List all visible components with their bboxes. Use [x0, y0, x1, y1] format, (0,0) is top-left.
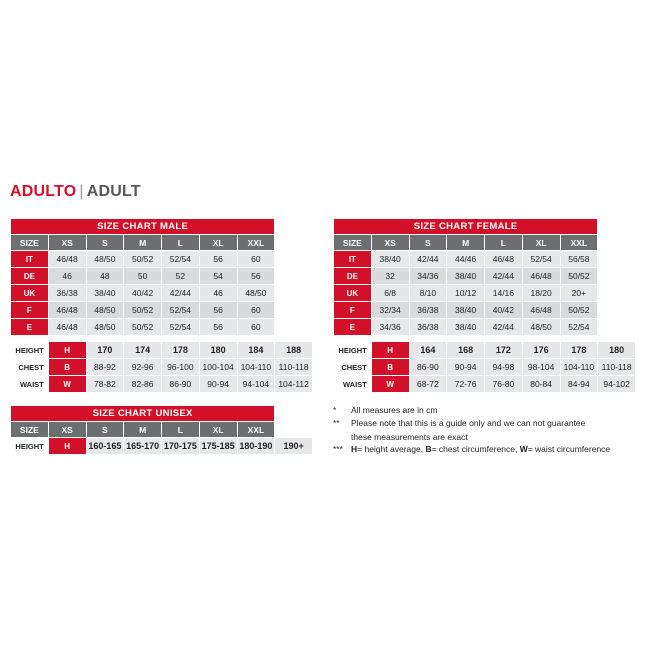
table-cell: 60 [237, 302, 275, 319]
page-title [10, 183, 141, 201]
table-header-row [11, 422, 313, 438]
measure-cell: 110-118 [275, 359, 313, 376]
column-header-l: L [162, 422, 200, 438]
table-cell: 46/48 [522, 302, 560, 319]
measure-label-chest: CHEST [334, 359, 372, 376]
note-item [333, 404, 641, 416]
column-header-xl: XL [199, 235, 237, 251]
table-cell: 50/52 [124, 302, 162, 319]
table-cell: 50 [124, 268, 162, 285]
note-text: H= height average, B= chest circumference, W= waist circumference [351, 443, 611, 454]
measure-cell: 170 [86, 342, 124, 359]
measure-label-height: HEIGHT [11, 342, 49, 359]
column-header-m: M [447, 235, 485, 251]
table-row [334, 285, 636, 302]
table-cell: 14/16 [485, 285, 523, 302]
measure-cell: 180-190 [237, 438, 275, 455]
column-header-xxl: XXL [237, 422, 275, 438]
table-cell: 56/58 [560, 251, 598, 268]
table-cell: 18/20 [522, 285, 560, 302]
note-marker: *** [333, 443, 343, 454]
table-row [334, 302, 636, 319]
measure-tag-b: B [371, 359, 409, 376]
row-label-it: IT [11, 251, 49, 268]
table-cell: 52/54 [162, 251, 200, 268]
measure-row [334, 342, 636, 359]
measure-cell: 178 [162, 342, 200, 359]
measure-cell: 94-104 [237, 376, 275, 393]
measure-cell: 180 [598, 342, 636, 359]
table-cell: 48 [86, 268, 124, 285]
table-cell: 40/42 [124, 285, 162, 302]
measure-cell: 178 [560, 342, 598, 359]
column-header-m: M [124, 235, 162, 251]
table-cell: 50/52 [124, 319, 162, 336]
column-header-xs: XS [48, 422, 86, 438]
measure-tag-w: W [371, 376, 409, 393]
table-cell: 60 [237, 251, 275, 268]
measure-cell: 92-96 [124, 359, 162, 376]
table-cell: 42/44 [162, 285, 200, 302]
table-cell: 50/52 [124, 251, 162, 268]
table-cell: 46 [199, 285, 237, 302]
measure-cell: 170-175 [162, 438, 200, 455]
measure-label-height: HEIGHT [334, 342, 372, 359]
table-row [11, 302, 313, 319]
table-cell: 6/8 [371, 285, 409, 302]
column-header-size: SIZE [11, 235, 49, 251]
table-cell: 42/44 [409, 251, 447, 268]
measure-cell: 98-104 [522, 359, 560, 376]
table-cell: 48/50 [86, 319, 124, 336]
table-cell: 10/12 [447, 285, 485, 302]
table-cell: 60 [237, 319, 275, 336]
note-item [333, 417, 641, 429]
table-row [11, 319, 313, 336]
measure-row [11, 376, 313, 393]
row-label-uk: UK [334, 285, 372, 302]
table-cell: 36/38 [409, 319, 447, 336]
column-header-size: SIZE [11, 422, 49, 438]
chart-header-female: SIZE CHART FEMALE [334, 219, 598, 235]
note-marker: * [333, 405, 337, 415]
measure-cell: 175-185 [199, 438, 237, 455]
note-text: Please note that this is a guide only and we can not guarantee [351, 418, 586, 429]
measure-cell: 80-84 [522, 376, 560, 393]
measure-cell: 172 [485, 342, 523, 359]
measure-cell: 104-110 [237, 359, 275, 376]
row-label-e: E [334, 319, 372, 336]
measure-cell: 100-104 [199, 359, 237, 376]
table-cell: 48/50 [86, 302, 124, 319]
table-cell: 42/44 [485, 319, 523, 336]
measure-label-waist: WAIST [11, 376, 49, 393]
measure-cell: 90-94 [199, 376, 237, 393]
measure-row [11, 438, 313, 455]
row-label-de: DE [11, 268, 49, 285]
column-header-xl: XL [522, 235, 560, 251]
measure-cell: 94-98 [485, 359, 523, 376]
title-separator: | [79, 183, 84, 200]
table-row [334, 268, 636, 285]
column-header-xxl: XXL [560, 235, 598, 251]
measure-cell: 104-112 [275, 376, 313, 393]
column-header-s: S [86, 422, 124, 438]
title-adulto: ADULTO [10, 183, 77, 200]
table-cell: 20+ [560, 285, 598, 302]
measure-tag-w: W [48, 376, 86, 393]
measure-cell: 184 [237, 342, 275, 359]
table-cell: 56 [199, 302, 237, 319]
column-header-size: SIZE [334, 235, 372, 251]
measure-cell: 168 [447, 342, 485, 359]
measure-cell: 88-92 [86, 359, 124, 376]
measure-row [11, 342, 313, 359]
size-chart-female [333, 218, 636, 393]
row-label-it: IT [334, 251, 372, 268]
measure-cell: 180 [199, 342, 237, 359]
table-row [11, 251, 313, 268]
table-cell: 52 [162, 268, 200, 285]
column-header-xl: XL [199, 422, 237, 438]
table-cell: 32/34 [371, 302, 409, 319]
measure-label-chest: CHEST [11, 359, 49, 376]
table-cell: 52/54 [522, 251, 560, 268]
measure-cell: 82-86 [124, 376, 162, 393]
measure-cell: 110-118 [598, 359, 636, 376]
row-label-f: F [11, 302, 49, 319]
table-cell: 40/42 [485, 302, 523, 319]
table-cell: 38/40 [447, 268, 485, 285]
size-chart-unisex [10, 405, 313, 455]
note-text-continued: these measurements are exact [351, 431, 468, 442]
measure-cell: 104-110 [560, 359, 598, 376]
table-cell: 56 [199, 251, 237, 268]
measure-label-waist: WAIST [334, 376, 372, 393]
measure-cell: 165-170 [124, 438, 162, 455]
measure-cell: 86-90 [162, 376, 200, 393]
row-label-de: DE [334, 268, 372, 285]
table-header-row [334, 235, 636, 251]
table-cell: 38/40 [371, 251, 409, 268]
column-header-s: S [409, 235, 447, 251]
measure-cell: 96-100 [162, 359, 200, 376]
column-header-xs: XS [48, 235, 86, 251]
table-cell: 46/48 [485, 251, 523, 268]
measure-tag-h: H [48, 342, 86, 359]
table-cell: 46 [48, 268, 86, 285]
chart-header-unisex: SIZE CHART UNISEX [11, 406, 275, 422]
table-cell: 36/38 [48, 285, 86, 302]
measure-cell: 174 [124, 342, 162, 359]
measure-cell: 76-80 [485, 376, 523, 393]
notes-block [333, 404, 641, 456]
table-cell: 38/40 [86, 285, 124, 302]
column-header-s: S [86, 235, 124, 251]
note-marker: ** [333, 418, 340, 429]
measure-label-height: HEIGHT [11, 438, 49, 455]
table-cell: 38/40 [447, 302, 485, 319]
table-cell: 52/54 [162, 319, 200, 336]
measure-row [334, 359, 636, 376]
table-cell: 44/46 [447, 251, 485, 268]
table-cell: 32 [371, 268, 409, 285]
column-header-l: L [162, 235, 200, 251]
measure-cell: 164 [409, 342, 447, 359]
measure-cell: 86-90 [409, 359, 447, 376]
chart-header-male: SIZE CHART MALE [11, 219, 275, 235]
row-label-uk: UK [11, 285, 49, 302]
measure-tag-h: H [371, 342, 409, 359]
measure-cell: 72-76 [447, 376, 485, 393]
table-cell: 46/48 [522, 268, 560, 285]
note-text: All measures are in cm [351, 405, 438, 415]
table-cell: 48/50 [522, 319, 560, 336]
table-row [11, 285, 313, 302]
measure-cell: 176 [522, 342, 560, 359]
measure-cell: 188 [275, 342, 313, 359]
table-cell: 54 [199, 268, 237, 285]
size-chart-male [10, 218, 313, 393]
column-header-xxl: XXL [237, 235, 275, 251]
measure-cell: 78-82 [86, 376, 124, 393]
table-cell: 42/44 [485, 268, 523, 285]
row-label-e: E [11, 319, 49, 336]
table-row [11, 268, 313, 285]
measure-cell: 84-94 [560, 376, 598, 393]
row-label-f: F [334, 302, 372, 319]
measure-tag-b: B [48, 359, 86, 376]
measure-row [334, 376, 636, 393]
column-header-l: L [485, 235, 523, 251]
measure-cell: 94-102 [598, 376, 636, 393]
measure-cell: 68-72 [409, 376, 447, 393]
table-cell: 48/50 [237, 285, 275, 302]
table-row [11, 406, 313, 422]
table-row [11, 219, 313, 235]
note-item [333, 443, 641, 455]
table-row [334, 319, 636, 336]
measure-cell: 160-165 [86, 438, 124, 455]
table-cell: 46/48 [48, 302, 86, 319]
table-cell: 56 [237, 268, 275, 285]
table-cell: 56 [199, 319, 237, 336]
table-cell: 52/54 [560, 319, 598, 336]
table-cell: 48/50 [86, 251, 124, 268]
title-adult: ADULT [86, 183, 141, 200]
measure-cell: 190+ [275, 438, 313, 455]
measure-tag-h: H [48, 438, 86, 455]
table-row [334, 219, 636, 235]
table-cell: 50/52 [560, 302, 598, 319]
table-header-row [11, 235, 313, 251]
table-cell: 34/36 [371, 319, 409, 336]
table-cell: 34/36 [409, 268, 447, 285]
table-cell: 46/48 [48, 251, 86, 268]
measure-row [11, 359, 313, 376]
table-cell: 36/38 [409, 302, 447, 319]
table-cell: 8/10 [409, 285, 447, 302]
column-header-xs: XS [371, 235, 409, 251]
table-cell: 52/54 [162, 302, 200, 319]
column-header-m: M [124, 422, 162, 438]
table-cell: 50/52 [560, 268, 598, 285]
table-cell: 46/48 [48, 319, 86, 336]
table-cell: 38/40 [447, 319, 485, 336]
table-row [334, 251, 636, 268]
measure-cell: 90-94 [447, 359, 485, 376]
